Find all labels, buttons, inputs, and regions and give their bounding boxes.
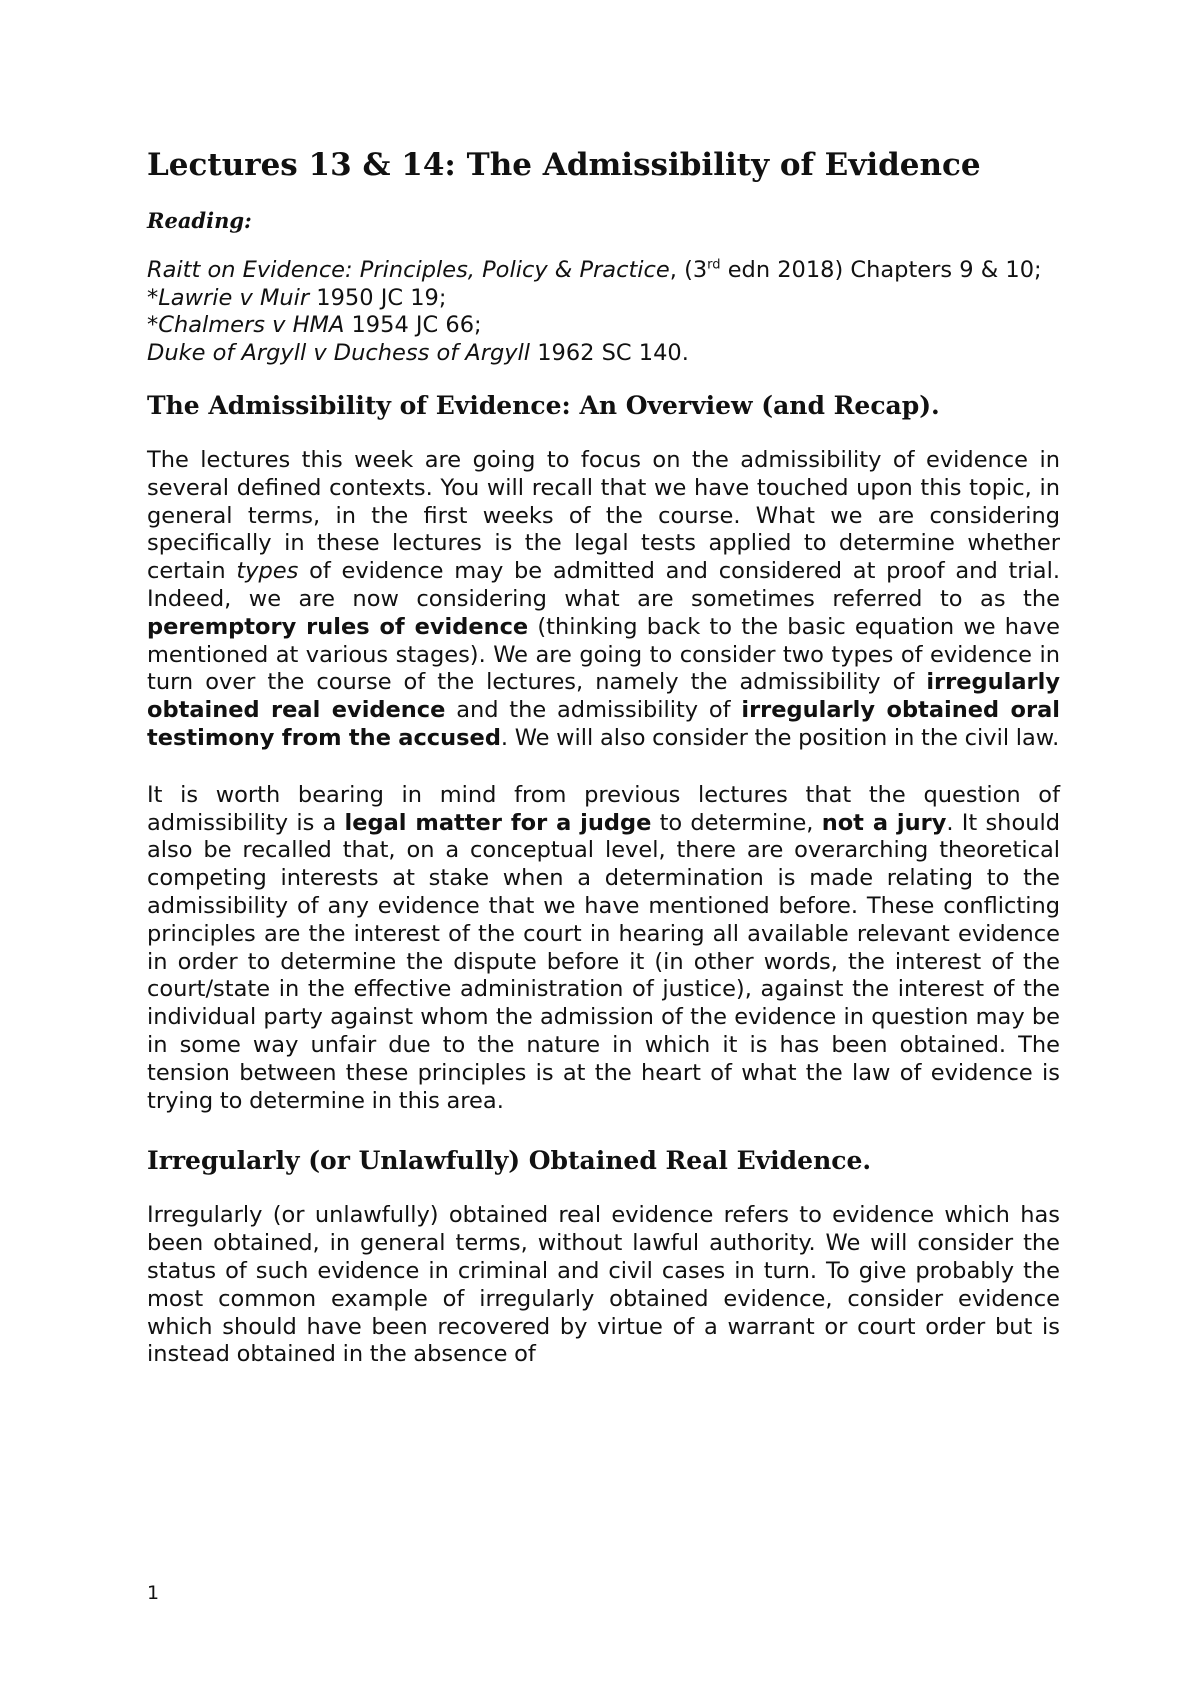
section-heading-real-evidence: Irregularly (or Unlawfully) Obtained Real Evidence. [147,1146,872,1176]
reading-heading: Reading: [147,208,252,233]
page-number: 1 [147,1582,160,1604]
section-heading-overview: The Admissibility of Evidence: An Overview (and Recap). [147,391,940,420]
reading-item: *Lawrie v Muir 1950 JC 19; [147,284,447,311]
reading-item: Duke of Argyll v Duchess of Argyll 1962 SC 140. [147,339,689,366]
reading-list [147,257,1060,367]
paragraph-overview: The lectures this week are going to focus on the admissibility of evidence in several defined contexts. You will recall that we have touched upon this topic, in general terms, in the first weeks of the course. What we are considering specifically in these lectures is the legal tests applied to determine whether certain types of evidence may be admitted and considered at proof and trial. Indeed, we are now considering what are sometimes referred to as the peremptory rules of evidence (thinking back to the basic equation we have mentioned at various stages). We are going to consider two types of evidence in turn over the course of the lectures, namely the admissibility of irregularly obtained real evidence and the admissibility of irregularly obtained oral testimony from the accused. We will also consider the position in the civil law. [147,447,1061,751]
paragraph-real-evidence: Irregularly (or unlawfully) obtained real evidence refers to evidence which has been obtained, in general terms, without lawful authority. We will consider the status of such evidence in criminal and civil cases in turn. To give probably the most common example of irregularly obtained evidence, consider evidence which should have been recovered by virtue of a warrant or court order but is instead obtained in the absence of [147,1202,1060,1368]
document-title: Lectures 13 & 14: The Admissibility of Evidence [147,147,981,183]
paragraph-admissibility: It is worth bearing in mind from previous lectures that the question of admissibility is a legal matter for a judge to determine, not a jury. It should also be recalled that, on a conceptual level, there are overarching theoretical competing interests at stake when a determination is made relating to the admissibility of any evidence that we have mentioned before. These conflicting principles are the interest of the court in hearing all available relevant evidence in order to determine the dispute before it (in other words, the interest of the court/state in the effective administration of justice), against the interest of the individual party against whom the admission of the evidence in question may be in some way unfair due to the nature in which it is has been obtained. The tension between these principles is at the heart of what the law of evidence is trying to determine in this area. [147,781,1061,1114]
reading-item: *Chalmers v HMA 1954 JC 66; [147,312,482,338]
document-page [147,145,1060,1398]
reading-item: Raitt on Evidence: Principles, Policy & Practice, (3rd edn 2018) Chapters 9 & 10; [147,257,1042,283]
